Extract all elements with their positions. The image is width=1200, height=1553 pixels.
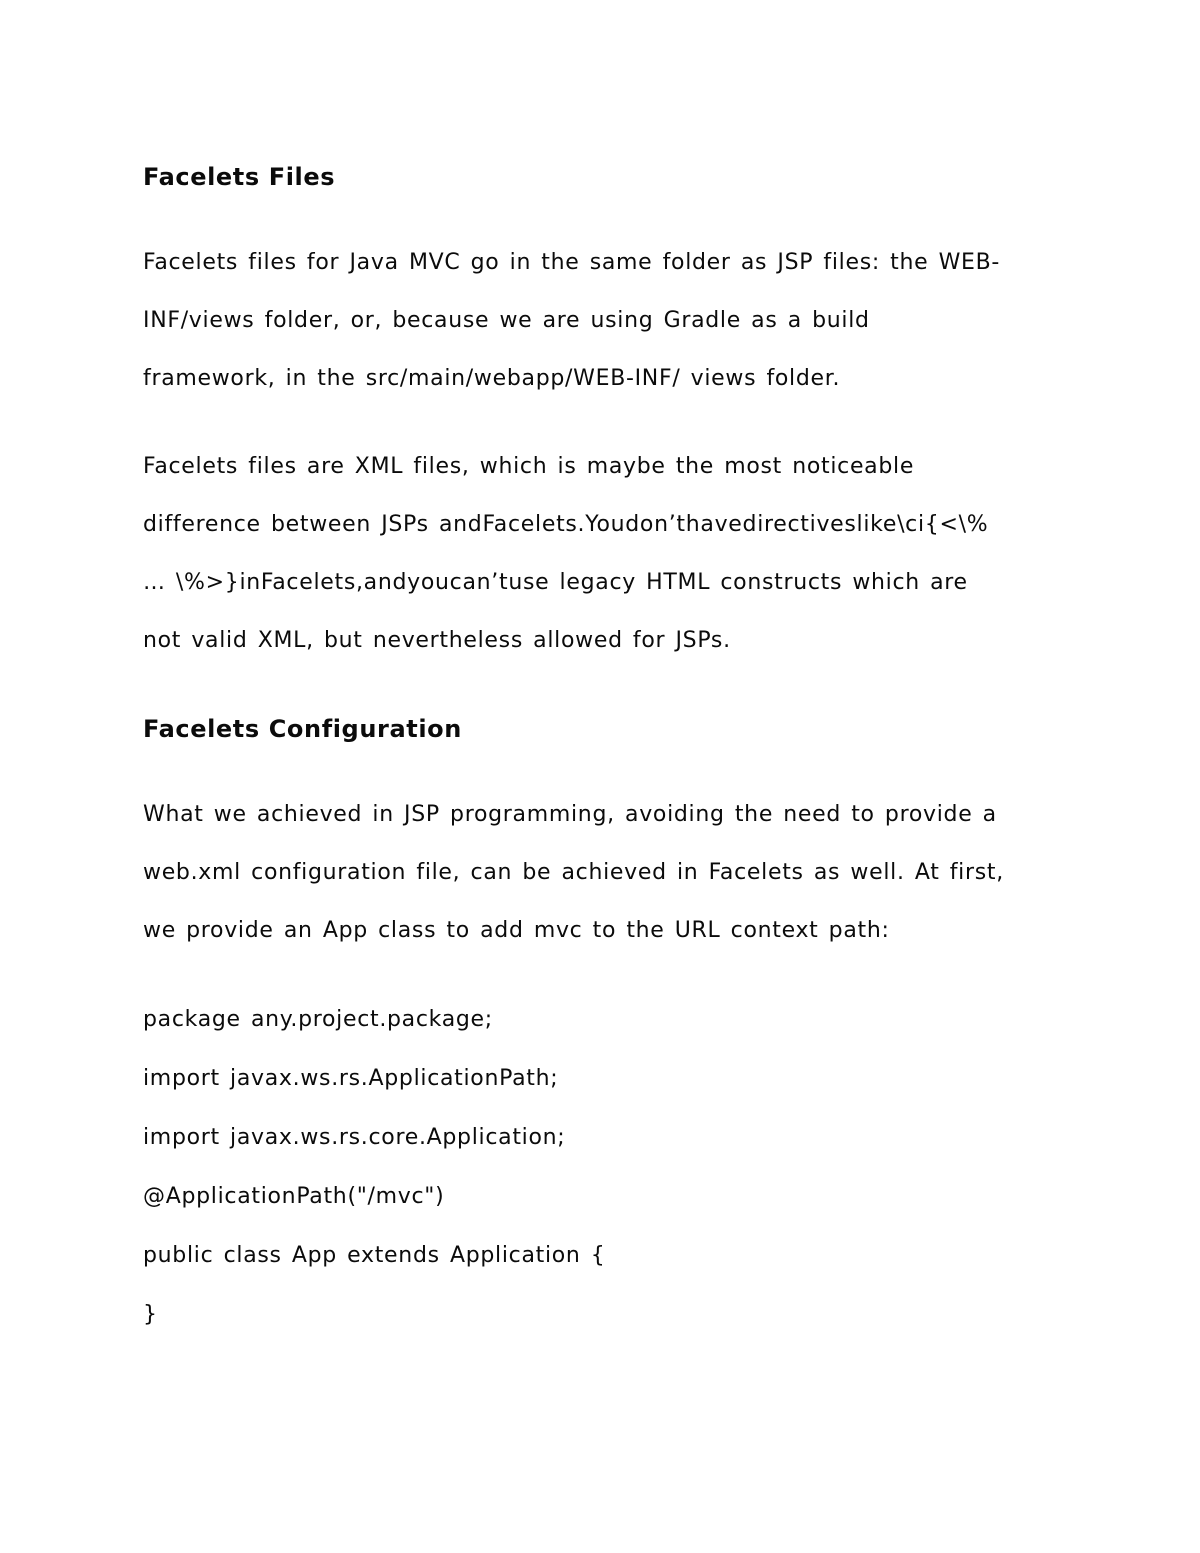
text-line: difference between JSPs andFacelets.Youdon’thavedirectiveslike\ci{<\% bbox=[143, 512, 989, 537]
code-line: @ApplicationPath("/mvc") bbox=[143, 1184, 445, 1209]
code-line: import javax.ws.rs.ApplicationPath; bbox=[143, 1066, 559, 1091]
paragraph-facelets-location bbox=[143, 234, 1052, 408]
text-line: Facelets files for Java MVC go in the same folder as JSP files: the WEB- bbox=[143, 250, 1001, 275]
code-line: } bbox=[143, 1302, 158, 1327]
text-line: Facelets files are XML files, which is maybe the most noticeable bbox=[143, 454, 915, 479]
code-snippet-app-class bbox=[143, 990, 1052, 1344]
code-line: import javax.ws.rs.core.Application; bbox=[143, 1125, 566, 1150]
paragraph-facelets-xml bbox=[143, 438, 1052, 670]
heading-facelets-configuration: Facelets Configuration bbox=[143, 715, 462, 743]
text-line: INF/views folder, or, because we are using Gradle as a build bbox=[143, 308, 870, 333]
code-line: package any.project.package; bbox=[143, 1007, 493, 1032]
text-line: we provide an App class to add mvc to the URL context path: bbox=[143, 918, 890, 943]
paragraph-configuration-intro bbox=[143, 786, 1052, 960]
heading-facelets-files: Facelets Files bbox=[143, 163, 336, 191]
text-line: … \%>}inFacelets,andyoucan’tuse legacy HTML constructs which are bbox=[143, 570, 968, 595]
text-line: What we achieved in JSP programming, avoiding the need to provide a bbox=[143, 802, 997, 827]
text-line: web.xml configuration file, can be achieved in Facelets as well. At first, bbox=[143, 860, 1004, 885]
text-line: not valid XML, but nevertheless allowed for JSPs. bbox=[143, 628, 731, 653]
text-line: framework, in the src/main/webapp/WEB-INF/ views folder. bbox=[143, 366, 841, 391]
code-line: public class App extends Application { bbox=[143, 1243, 606, 1268]
